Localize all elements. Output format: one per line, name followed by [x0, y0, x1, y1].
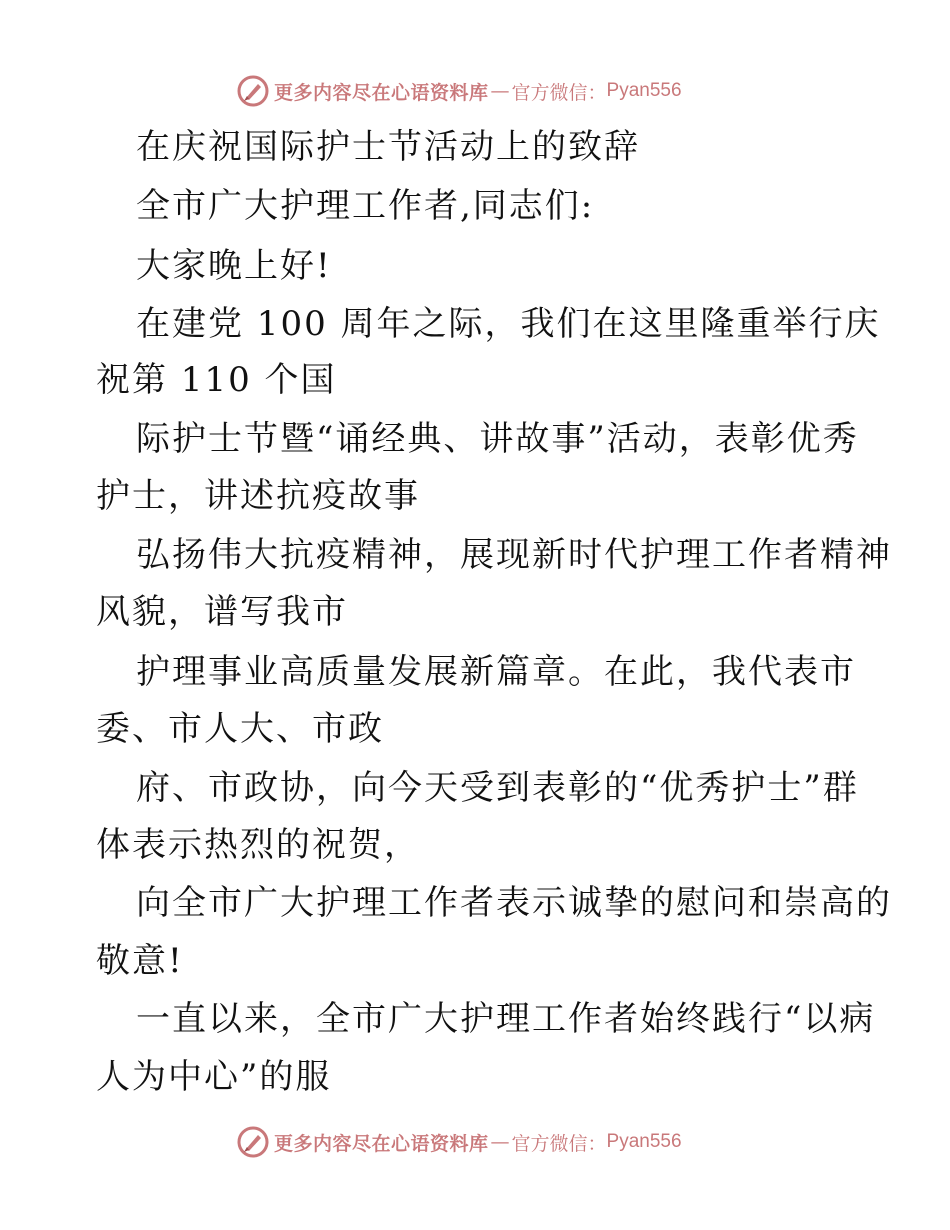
watermark-promo-text: 更多内容尽在心语资料库 [274, 81, 489, 104]
paragraph-line: 体表示热烈的祝贺， [96, 825, 420, 865]
paragraph-line: 祝第 110 个国 [96, 360, 337, 400]
paragraph-line: 在建党 100 周年之际，我们在这里隆重举行庆 [136, 304, 881, 344]
paragraph-line: 府、市政协，向今天受到表彰的“优秀护士”群 [136, 768, 859, 808]
pen-nib-circle-icon [236, 1125, 270, 1159]
paragraph-line: 护士，讲述抗疫故事 [96, 476, 420, 516]
watermark-dash: — [490, 1131, 510, 1153]
paragraph-line: 一直以来，全市广大护理工作者始终践行“以病 [136, 999, 876, 1039]
header-watermark [0, 71, 950, 111]
paragraph-line: 风貌，谱写我市 [96, 592, 348, 632]
watermark-official-label: 官方微信： [511, 1132, 607, 1155]
paragraph-line: 全市广大护理工作者,同志们: [136, 186, 595, 226]
watermark-promo-text: 更多内容尽在心语资料库 [274, 1132, 489, 1155]
paragraph-line: 委、市人大、市政 [96, 709, 384, 749]
paragraph-line: 向全市广大护理工作者表示诚挚的慰问和崇高的 [136, 883, 892, 923]
paragraph-line: 护理事业高质量发展新篇章。在此，我代表市 [136, 652, 856, 692]
paragraph-line: 大家晚上好! [136, 246, 332, 286]
watermark-official-label: 官方微信： [511, 81, 607, 104]
watermark-wechat-id: Pyan556 [606, 1131, 682, 1152]
footer-watermark [0, 1122, 950, 1162]
paragraph-line: 敬意! [96, 941, 184, 981]
paragraph-line: 际护士节暨“诵经典、讲故事”活动，表彰优秀 [136, 419, 859, 459]
watermark-wechat-id: Pyan556 [606, 80, 682, 101]
paragraph-line: 弘扬伟大抗疫精神，展现新时代护理工作者精神 [136, 535, 892, 575]
paragraph-line: 人为中心”的服 [96, 1057, 332, 1097]
watermark-dash: — [490, 80, 510, 102]
pen-nib-circle-icon [236, 74, 270, 108]
document-title: 在庆祝国际护士节活动上的致辞 [136, 127, 640, 167]
